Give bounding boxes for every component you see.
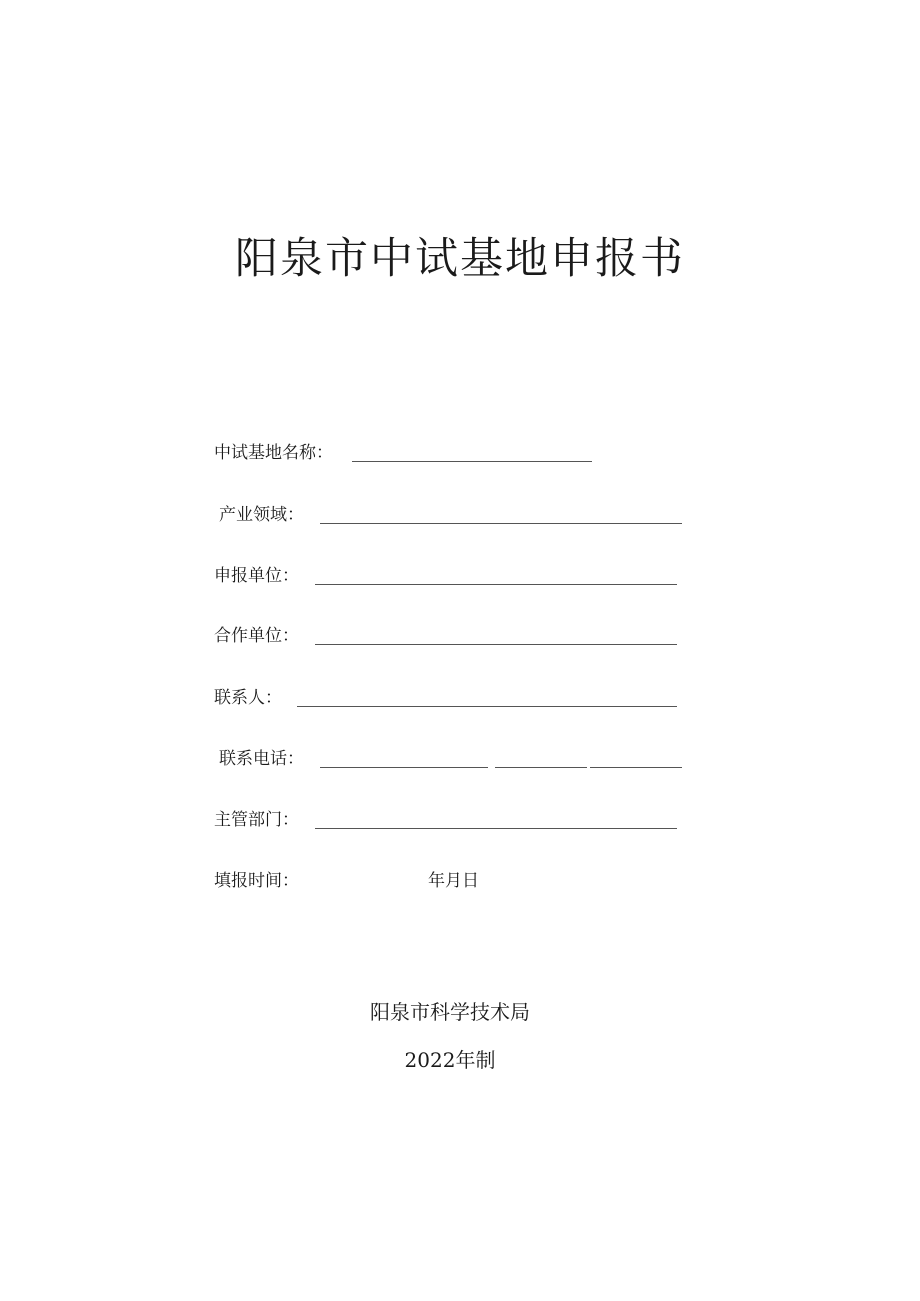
field-industry-label: 产业领域： bbox=[219, 505, 304, 525]
field-partner-label: 合作单位： bbox=[214, 626, 299, 646]
field-phone-label: 联系电话： bbox=[219, 749, 304, 769]
year-made: 2022年制 bbox=[404, 1048, 496, 1072]
field-contact bbox=[214, 686, 714, 710]
field-phone-line-3[interactable] bbox=[590, 767, 682, 768]
field-fill-date-value[interactable]: 年月日 bbox=[428, 871, 479, 891]
field-base-name-line[interactable] bbox=[352, 461, 592, 462]
field-phone bbox=[214, 747, 714, 771]
page-title: 阳泉市中试基地申报书 bbox=[235, 233, 685, 284]
field-phone-line-1[interactable] bbox=[320, 767, 488, 768]
field-fill-date-label: 填报时间： bbox=[214, 871, 299, 891]
field-applicant-label: 申报单位： bbox=[214, 566, 299, 586]
field-supervisor-label: 主管部门： bbox=[214, 810, 299, 830]
field-contact-line[interactable] bbox=[297, 706, 677, 707]
field-contact-label: 联系人： bbox=[214, 688, 282, 708]
field-applicant-line[interactable] bbox=[315, 584, 677, 585]
field-applicant bbox=[214, 564, 714, 588]
field-industry bbox=[214, 503, 714, 527]
field-partner-line[interactable] bbox=[315, 644, 677, 645]
field-supervisor-line[interactable] bbox=[315, 828, 677, 829]
field-phone-line-2[interactable] bbox=[495, 767, 587, 768]
issuer: 阳泉市科学技术局 bbox=[370, 1000, 530, 1024]
field-partner bbox=[214, 624, 714, 648]
field-industry-line[interactable] bbox=[320, 523, 682, 524]
field-base-name-label: 中试基地名称： bbox=[214, 443, 333, 463]
field-base-name bbox=[214, 441, 714, 465]
field-fill-date bbox=[214, 869, 714, 893]
field-supervisor bbox=[214, 808, 714, 832]
